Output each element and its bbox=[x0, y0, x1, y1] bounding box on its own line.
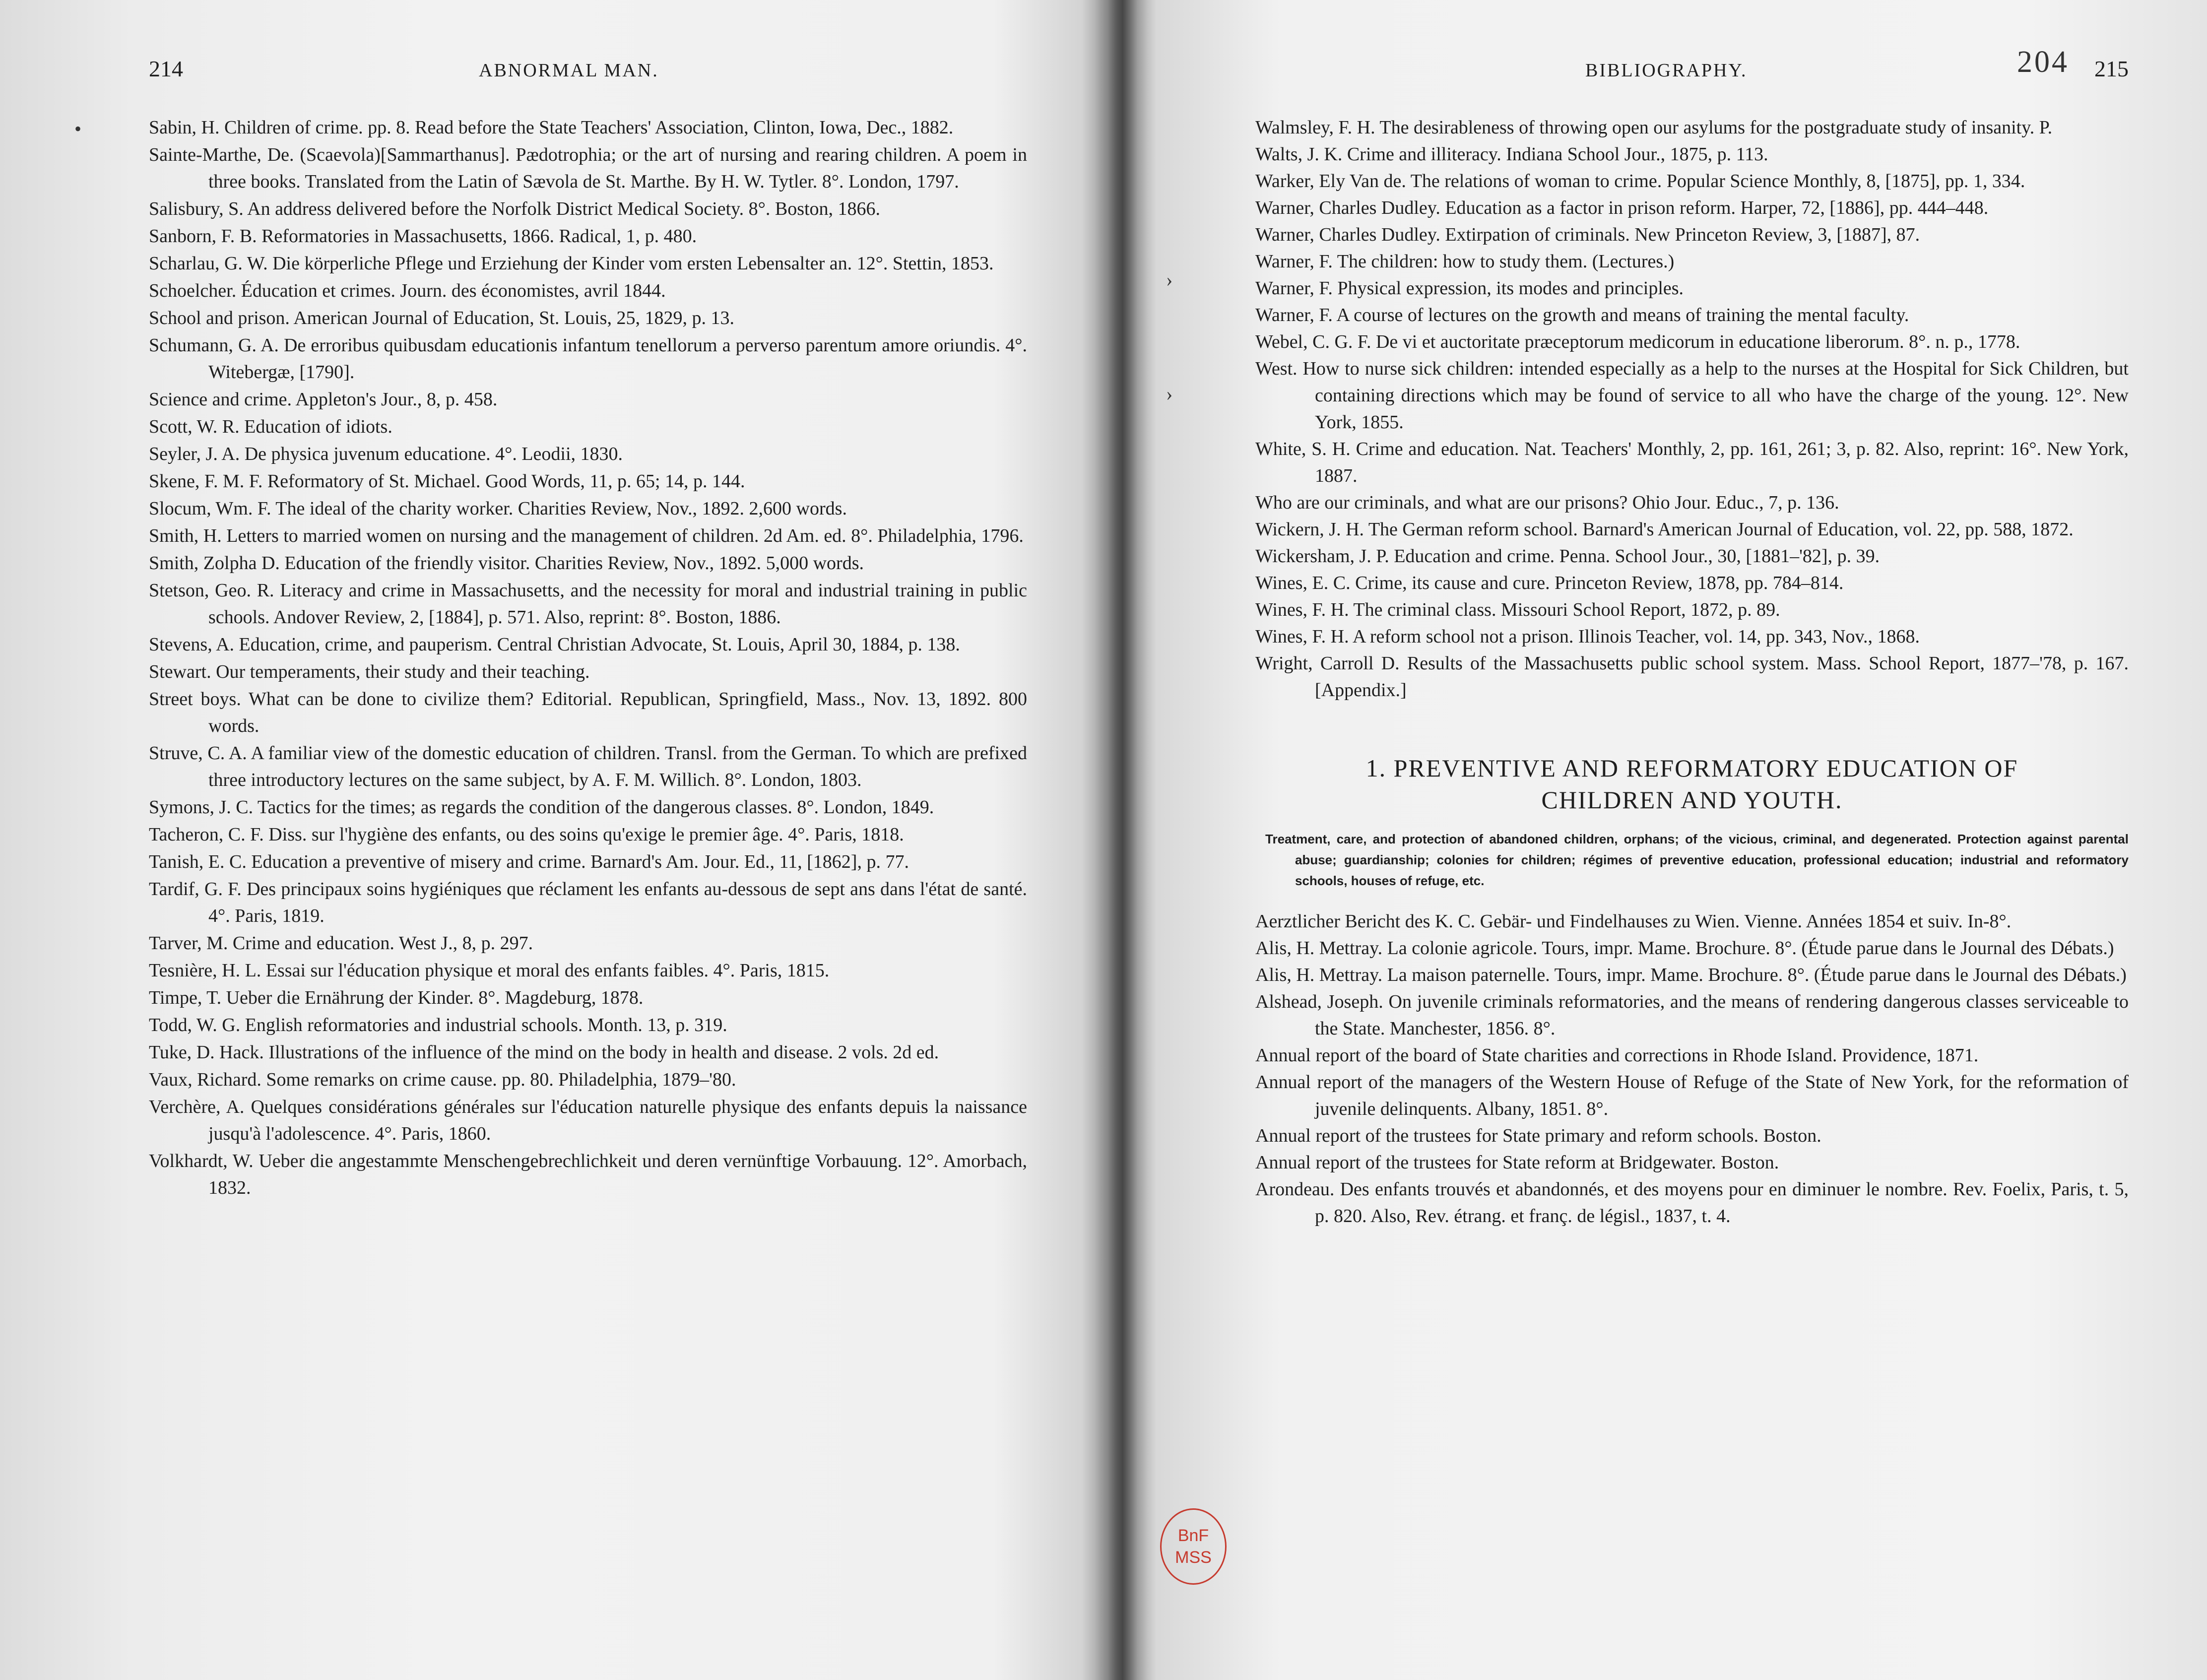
right-page-number: 215 bbox=[2094, 56, 2129, 81]
bibliography-entry: Warner, F. Physical expression, its modes and principles. bbox=[1255, 278, 1684, 299]
bibliography-entry: Skene, F. M. F. Reformatory of St. Michael. Good Words, 11, p. 65; 14, p. 144. bbox=[149, 471, 745, 492]
bibliography-entry: Tardif, G. F. Des principaux soins hygiéniques que réclament les enfants au-dessous de sept ans dans l'état de santé. 4°. Paris, 1819. bbox=[149, 879, 1027, 926]
dot-mark: • bbox=[74, 118, 82, 140]
bibliography-entry: Wines, F. H. A reform school not a prison. Illinois Teacher, vol. 14, pp. 343, Nov., 1868. bbox=[1255, 626, 1920, 647]
bibliography-entry: Aerztlicher Bericht des K. C. Gebär- und Findelhauses zu Wien. Vienne. Années 1854 et suiv. In-8°. bbox=[1255, 911, 2012, 932]
bibliography-entry: Tesnière, H. L. Essai sur l'éducation physique et moral des enfants faibles. 4°. Paris, 1815. bbox=[149, 960, 830, 981]
bibliography-entry: Annual report of the trustees for State primary and reform schools. Boston. bbox=[1255, 1125, 1821, 1146]
bibliography-entry: Warner, F. The children: how to study them. (Lectures.) bbox=[1255, 251, 1675, 272]
left-page-number: 214 bbox=[149, 56, 183, 81]
bibliography-entry: Alis, H. Mettray. La maison paternelle. Tours, impr. Mame. Brochure. 8°. (Étude parue dans le Journal des Débats.) bbox=[1255, 965, 2127, 985]
left-page-header bbox=[149, 56, 1027, 95]
bibliography-entry: Who are our criminals, and what are our prisons? Ohio Jour. Educ., 7, p. 136. bbox=[1255, 492, 1839, 513]
bibliography-entry: White, S. H. Crime and education. Nat. Teachers' Monthly, 2, pp. 161, 261; 3, p. 82. Also, reprint: 16°. New York, 1887. bbox=[1255, 439, 2129, 486]
bibliography-entry: Annual report of the board of State charities and corrections in Rhode Island. Providence, 1871. bbox=[1255, 1045, 1979, 1066]
bibliography-entry: Stetson, Geo. R. Literacy and crime in Massachusetts, and the necessity for moral and industrial training in public schools. Andover Review, 2, [1884], p. 571. Also, reprint: 8°. Boston, 1886. bbox=[149, 580, 1027, 628]
bibliography-entry: Verchère, A. Quelques considérations générales sur l'éducation naturelle physique des enfants depuis la naissance jusqu'à l'adolescence. 4°. Paris, 1860. bbox=[149, 1097, 1027, 1144]
section-title-line1: PREVENTIVE AND REFORMATORY EDUCATION OF bbox=[1393, 754, 2018, 782]
bibliography-entry: Smith, Zolpha D. Education of the friendly visitor. Charities Review, Nov., 1892. 5,000 words. bbox=[149, 553, 864, 574]
bibliography-entry: Struve, C. A. A familiar view of the domestic education of children. Transl. from the German. To which are prefixed three introductory lectures on the same subject, by A. F. M. Willich. 8°. London, 1803. bbox=[149, 743, 1027, 790]
bibliography-entry: Volkhardt, W. Ueber die angestammte Menschengebrechlichkeit und deren vernünftige Vorbauung. 12°. Amorbach, 1832. bbox=[149, 1151, 1027, 1198]
right-page-header bbox=[1255, 45, 2129, 95]
bibliography-entry: Scott, W. R. Education of idiots. bbox=[149, 416, 392, 437]
bibliography-entry: Annual report of the managers of the Western House of Refuge of the State of New York, for the reformation of juvenile delinquents. Albany, 1851. 8°. bbox=[1255, 1072, 2129, 1119]
bibliography-entry: Alshead, Joseph. On juvenile criminals reformatories, and the means of rendering dangerous classes serviceable to the State. Manchester, 1856. 8°. bbox=[1255, 991, 2129, 1039]
handwritten-page-number: 204 bbox=[2017, 45, 2069, 79]
bibliography-entry: West. How to nurse sick children: intended especially as a help to the nurses at the Hospital for Sick Children, but containing directions which may be found of service to all who have the charge of the young. 12°. New York, 1855. bbox=[1255, 358, 2129, 433]
arrow-mark: › bbox=[1166, 383, 1173, 405]
bibliography-entry: Tacheron, C. F. Diss. sur l'hygiène des enfants, ou des soins qu'exige le premier âge. 4°. Paris, 1818. bbox=[149, 824, 904, 845]
right-running-head: BIBLIOGRAPHY. bbox=[1585, 60, 1748, 81]
bibliography-entry: School and prison. American Journal of Education, St. Louis, 25, 1829, p. 13. bbox=[149, 308, 734, 328]
section-heading bbox=[1255, 752, 2129, 816]
right-bibliography-list bbox=[1255, 114, 2129, 1229]
bibliography-entry: Wright, Carroll D. Results of the Massachusetts public school system. Mass. School Report, 1877–'78, p. 167. [Appendix.] bbox=[1255, 653, 2129, 701]
bibliography-entry: Salisbury, S. An address delivered before the Norfolk District Medical Society. 8°. Boston, 1866. bbox=[149, 198, 881, 219]
bibliography-entry: Warner, F. A course of lectures on the growth and means of training the mental faculty. bbox=[1255, 305, 1909, 325]
right-page bbox=[1255, 0, 2129, 1680]
bibliography-entry: Sainte-Marthe, De. (Scaevola)[Sammarthanus]. Pædotrophia; or the art of nursing and rearing children. A poem in three books. Translated from the Latin of Sævola de St. Marthe. By H. W. Tytler. 8°. London, 1797. bbox=[149, 144, 1027, 192]
right-entries-before-section bbox=[1255, 114, 2129, 704]
left-page bbox=[149, 0, 1027, 1680]
bibliography-entry: Schoelcher. Éducation et crimes. Journ. des économistes, avril 1844. bbox=[149, 280, 666, 301]
bibliography-entry: Warner, Charles Dudley. Extirpation of criminals. New Princeton Review, 3, [1887], 87. bbox=[1255, 224, 1920, 245]
bibliography-entry: Annual report of the trustees for State reform at Bridgewater. Boston. bbox=[1255, 1152, 1779, 1173]
bibliography-entry: Sanborn, F. B. Reformatories in Massachusetts, 1866. Radical, 1, p. 480. bbox=[149, 226, 697, 247]
stamp-line2: MSS bbox=[1175, 1548, 1212, 1567]
section-description: Treatment, care, and protection of abandoned children, orphans; of the vicious, criminal, and degenerated. Protection against parental abuse; guardianship; colonies for children; régimes of preventive education, professional education; industrial and reformatory schools, houses of refuge, etc. bbox=[1265, 832, 2129, 888]
bibliography-entry: Slocum, Wm. F. The ideal of the charity worker. Charities Review, Nov., 1892. 2,600 words. bbox=[149, 498, 847, 519]
bibliography-entry: Schumann, G. A. De erroribus quibusdam educationis infantum tenellorum a perverso parentum amore oriundis. 4°. Witebergæ, [1790]. bbox=[149, 335, 1027, 383]
bibliography-entry: Wickern, J. H. The German reform school. Barnard's American Journal of Education, vol. 22, pp. 588, 1872. bbox=[1255, 519, 2074, 540]
bibliography-entry: Walts, J. K. Crime and illiteracy. Indiana School Jour., 1875, p. 113. bbox=[1255, 144, 1768, 165]
bibliography-entry: Wines, E. C. Crime, its cause and cure. Princeton Review, 1878, pp. 784–814. bbox=[1255, 573, 1844, 593]
bibliography-entry: Tarver, M. Crime and education. West J., 8, p. 297. bbox=[149, 933, 533, 954]
bibliography-entry: Sabin, H. Children of crime. pp. 8. Read before the State Teachers' Association, Clinton, Iowa, Dec., 1882. bbox=[149, 117, 954, 138]
stamp-line1: BnF bbox=[1177, 1526, 1209, 1545]
section-title-line2: CHILDREN AND YOUTH. bbox=[1541, 786, 1843, 814]
bibliography-entry: Alis, H. Mettray. La colonie agricole. Tours, impr. Mame. Brochure. 8°. (Étude parue dans le Journal des Débats.) bbox=[1255, 938, 2114, 959]
bibliography-entry: Symons, J. C. Tactics for the times; as regards the condition of the dangerous classes. 8°. London, 1849. bbox=[149, 797, 934, 818]
bibliography-entry: Vaux, Richard. Some remarks on crime cause. pp. 80. Philadelphia, 1879–'80. bbox=[149, 1069, 736, 1090]
left-running-head: ABNORMAL MAN. bbox=[479, 60, 659, 81]
book-gutter bbox=[1082, 0, 1156, 1680]
bibliography-entry: Wines, F. H. The criminal class. Missouri School Report, 1872, p. 89. bbox=[1255, 599, 1780, 620]
library-stamp bbox=[1160, 1508, 1227, 1585]
bibliography-entry: Seyler, J. A. De physica juvenum educatione. 4°. Leodii, 1830. bbox=[149, 444, 623, 464]
right-entries-after-section bbox=[1255, 908, 2129, 1229]
bibliography-entry: Warner, Charles Dudley. Education as a factor in prison reform. Harper, 72, [1886], pp. 444–448. bbox=[1255, 197, 1989, 218]
section-number: 1. bbox=[1365, 754, 1387, 782]
bibliography-entry: Wickersham, J. P. Education and crime. Penna. School Jour., 30, [1881–'82], p. 39. bbox=[1255, 546, 1880, 567]
bibliography-entry: Scharlau, G. W. Die körperliche Pflege und Erziehung der Kinder vom ersten Lebensalter an. 12°. Stettin, 1853. bbox=[149, 253, 994, 274]
bibliography-entry: Stevens, A. Education, crime, and pauperism. Central Christian Advocate, St. Louis, April 30, 1884, p. 138. bbox=[149, 634, 960, 655]
bibliography-entry: Timpe, T. Ueber die Ernährung der Kinder. 8°. Magdeburg, 1878. bbox=[149, 987, 644, 1008]
bibliography-entry: Science and crime. Appleton's Jour., 8, p. 458. bbox=[149, 389, 498, 410]
bibliography-entry: Arondeau. Des enfants trouvés et abandonnés, et des moyens pour en diminuer le nombre. Rev. Foelix, Paris, t. 5, p. 820. Also, Rev. étrang. et franç. de législ., 1837, t. 4. bbox=[1255, 1179, 2129, 1227]
bibliography-entry: Webel, C. G. F. De vi et auctoritate præceptorum medicorum in educatione liberorum. 8°. n. p., 1778. bbox=[1255, 331, 2020, 352]
left-bibliography-list bbox=[149, 114, 1027, 1202]
bibliography-entry: Smith, H. Letters to married women on nursing and the management of children. 2d Am. ed. 8°. Philadelphia, 1796. bbox=[149, 525, 1024, 546]
bibliography-entry: Tuke, D. Hack. Illustrations of the influence of the mind on the body in health and disease. 2 vols. 2d ed. bbox=[149, 1042, 939, 1063]
bibliography-entry: Walmsley, F. H. The desirableness of throwing open our asylums for the postgraduate study of insanity. P. bbox=[1255, 117, 2053, 138]
bibliography-entry: Street boys. What can be done to civilize them? Editorial. Republican, Springfield, Mass., Nov. 13, 1892. 800 words. bbox=[149, 689, 1027, 736]
bibliography-entry: Warker, Ely Van de. The relations of woman to crime. Popular Science Monthly, 8, [1875], pp. 1, 334. bbox=[1255, 171, 2025, 192]
arrow-mark: › bbox=[1166, 268, 1173, 291]
bibliography-entry: Stewart. Our temperaments, their study and their teaching. bbox=[149, 661, 590, 682]
bibliography-entry: Todd, W. G. English reformatories and industrial schools. Month. 13, p. 319. bbox=[149, 1015, 727, 1035]
bibliography-entry: Tanish, E. C. Education a preventive of misery and crime. Barnard's Am. Jour. Ed., 11, [1862], p. 77. bbox=[149, 851, 909, 872]
